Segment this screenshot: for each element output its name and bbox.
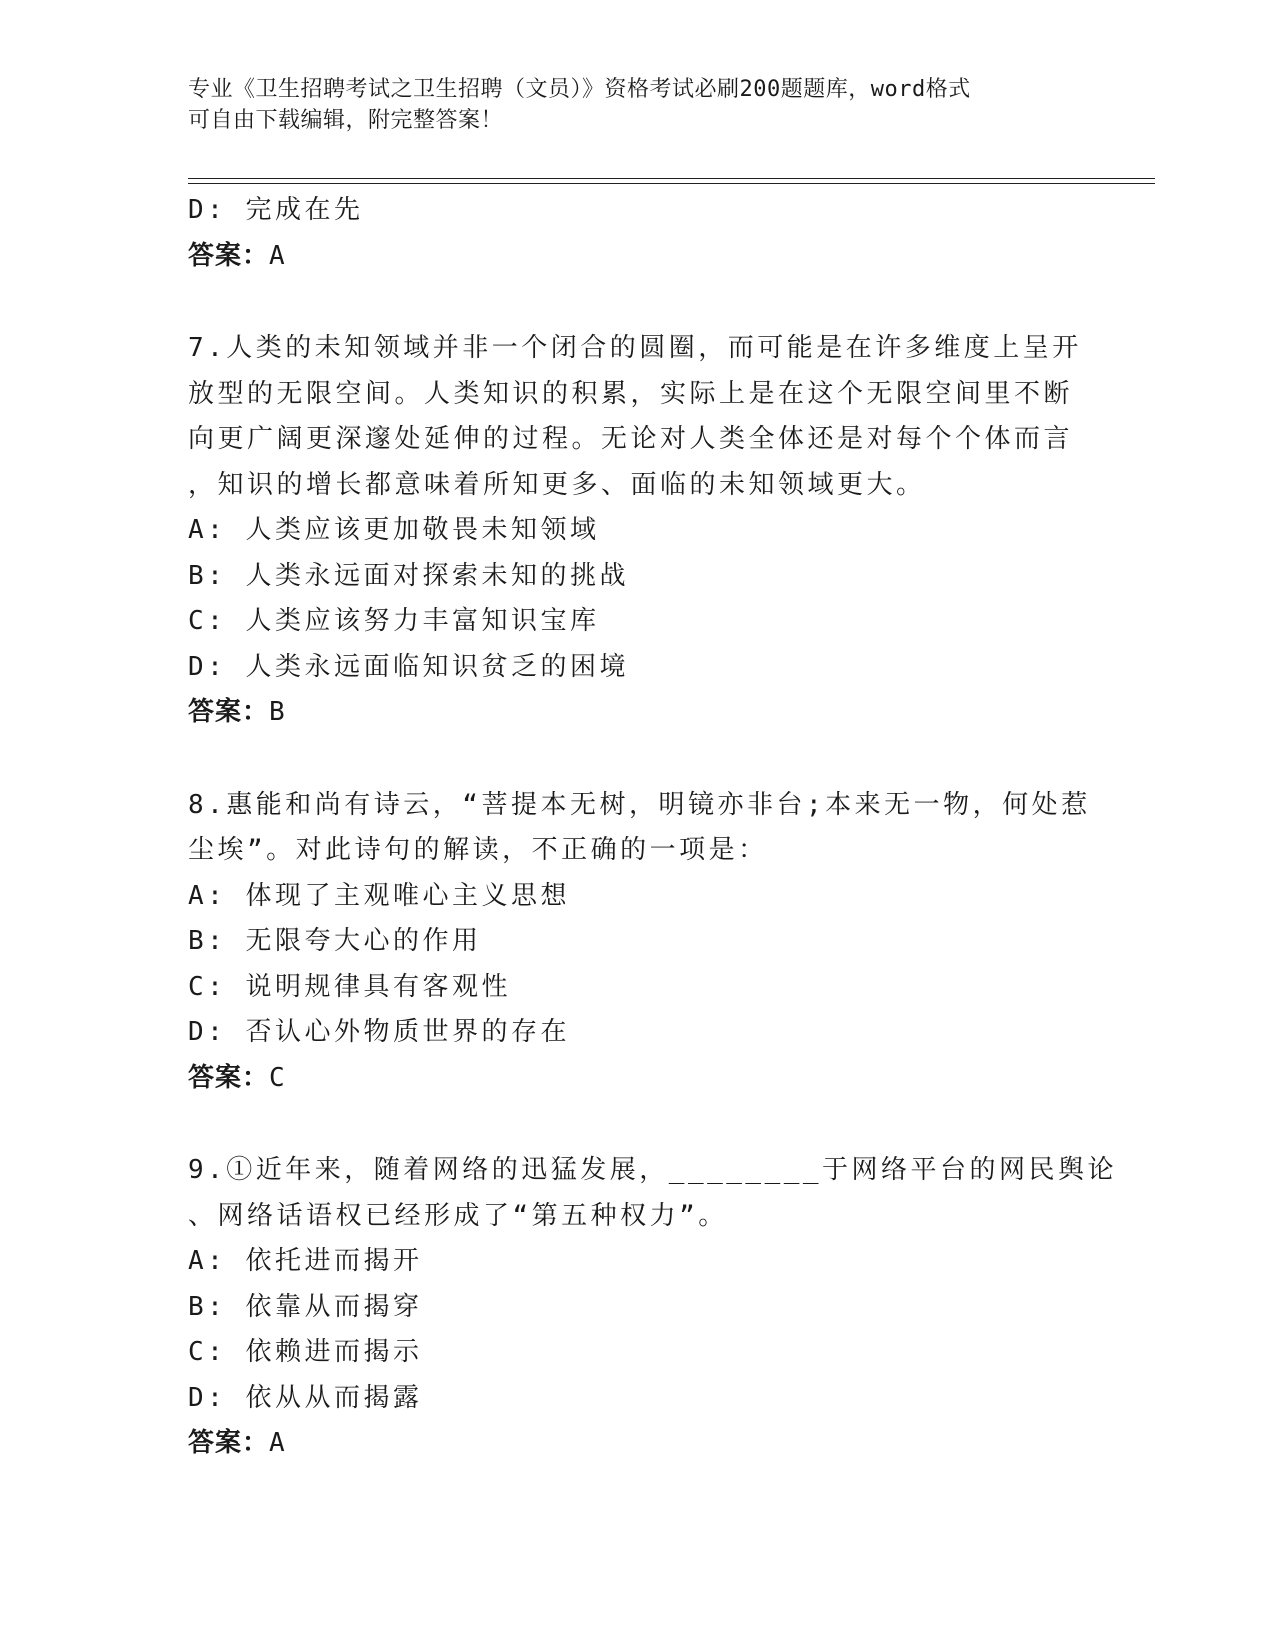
option-text: 人类应该更加敬畏未知领域	[245, 515, 600, 545]
question-stem-line: 放型的无限空间。人类知识的积累，实际上是在这个无限空间里不断	[188, 378, 1074, 409]
option-c	[188, 599, 1088, 645]
question-stem-line: 向更广阔更深邃处延伸的过程。无论对人类全体还是对每个个体而言	[188, 424, 1074, 454]
option-text: 说明规律具有客观性	[245, 971, 511, 1002]
option-label: A:	[188, 515, 227, 545]
option-c	[188, 965, 1088, 1011]
option-text: 体现了主观唯心主义思想	[245, 880, 570, 911]
option-text: 人类应该努力丰富知识宝库	[245, 606, 600, 636]
option-text: 依赖进而揭示	[245, 1337, 423, 1367]
option-text: 人类永远面对探索未知的挑战	[245, 560, 629, 591]
option-b	[188, 919, 1088, 965]
option-label: D:	[188, 1382, 227, 1413]
option-a	[188, 508, 1088, 554]
option-label: B:	[188, 926, 227, 956]
option-c	[188, 1330, 1088, 1376]
header-line-1: 专业《卫生招聘考试之卫生招聘（文员）》资格考试必刷200题题库，word格式	[188, 77, 971, 102]
option-label: B:	[188, 560, 227, 591]
option-a	[188, 1239, 1088, 1285]
option-text: 否认心外物质世界的存在	[245, 1017, 570, 1047]
question-stem-line: 、网络话语权已经形成了“第五种权力”。	[188, 1200, 728, 1231]
header-line-2: 可自由下载编辑，附完整答案！	[188, 108, 504, 133]
document-header	[188, 74, 1088, 136]
option-label: D:	[188, 1017, 227, 1047]
answer-line	[188, 234, 1088, 280]
header-divider-bottom	[188, 183, 1155, 184]
answer-line	[188, 1421, 1088, 1467]
option-label: A:	[188, 880, 227, 911]
question-list	[188, 188, 1118, 1467]
option-d	[188, 1376, 1088, 1422]
question-7	[188, 326, 1088, 736]
question-8	[188, 783, 1091, 1102]
header-divider-top	[188, 178, 1155, 179]
answer-label: 答案：	[188, 1428, 270, 1458]
answer-label: 答案：	[188, 697, 270, 727]
question-stem-line: 8.惠能和尚有诗云，“菩提本无树，明镜亦非台;本来无一物，何处惹	[188, 789, 1091, 820]
answer-line	[188, 690, 1088, 736]
answer-value: B	[269, 697, 286, 727]
option-text: 完成在先	[245, 195, 364, 225]
option-label: D:	[188, 651, 227, 682]
carryover-block	[188, 188, 1088, 279]
option-label: C:	[188, 971, 227, 1002]
option-d	[188, 1010, 1088, 1056]
option-b	[188, 1285, 1088, 1331]
question-stem-line: ，知识的增长都意味着所知更多、面临的未知领域更大。	[188, 469, 926, 500]
option-d	[188, 645, 1088, 691]
option-text: 依托进而揭开	[245, 1246, 423, 1276]
option-a	[188, 874, 1088, 920]
answer-line	[188, 1056, 1088, 1102]
option-text: 无限夸大心的作用	[245, 926, 482, 956]
answer-label: 答案：	[188, 1062, 270, 1093]
question-stem-line: 9.①近年来，随着网络的迅猛发展，________于网络平台的网民舆论	[188, 1155, 1118, 1185]
answer-value: C	[269, 1062, 286, 1093]
option-label: B:	[188, 1291, 227, 1322]
option-text: 人类永远面临知识贫乏的困境	[245, 651, 629, 682]
question-stem-line: 7.人类的未知领域并非一个闭合的圆圈，而可能是在许多维度上呈开	[188, 333, 1082, 363]
answer-value: A	[269, 1428, 286, 1458]
answer-value: A	[269, 240, 286, 271]
option-text: 依从从而揭露	[245, 1382, 423, 1413]
option-d	[188, 188, 1088, 234]
option-text: 依靠从而揭穿	[245, 1291, 423, 1322]
option-b	[188, 554, 1088, 600]
question-9	[188, 1148, 1118, 1467]
option-label: D:	[188, 195, 227, 225]
option-label: A:	[188, 1246, 227, 1276]
question-stem-line: 尘埃”。对此诗句的解读，不正确的一项是：	[188, 835, 768, 865]
option-label: C:	[188, 1337, 227, 1367]
answer-label: 答案：	[188, 240, 270, 271]
option-label: C:	[188, 606, 227, 636]
